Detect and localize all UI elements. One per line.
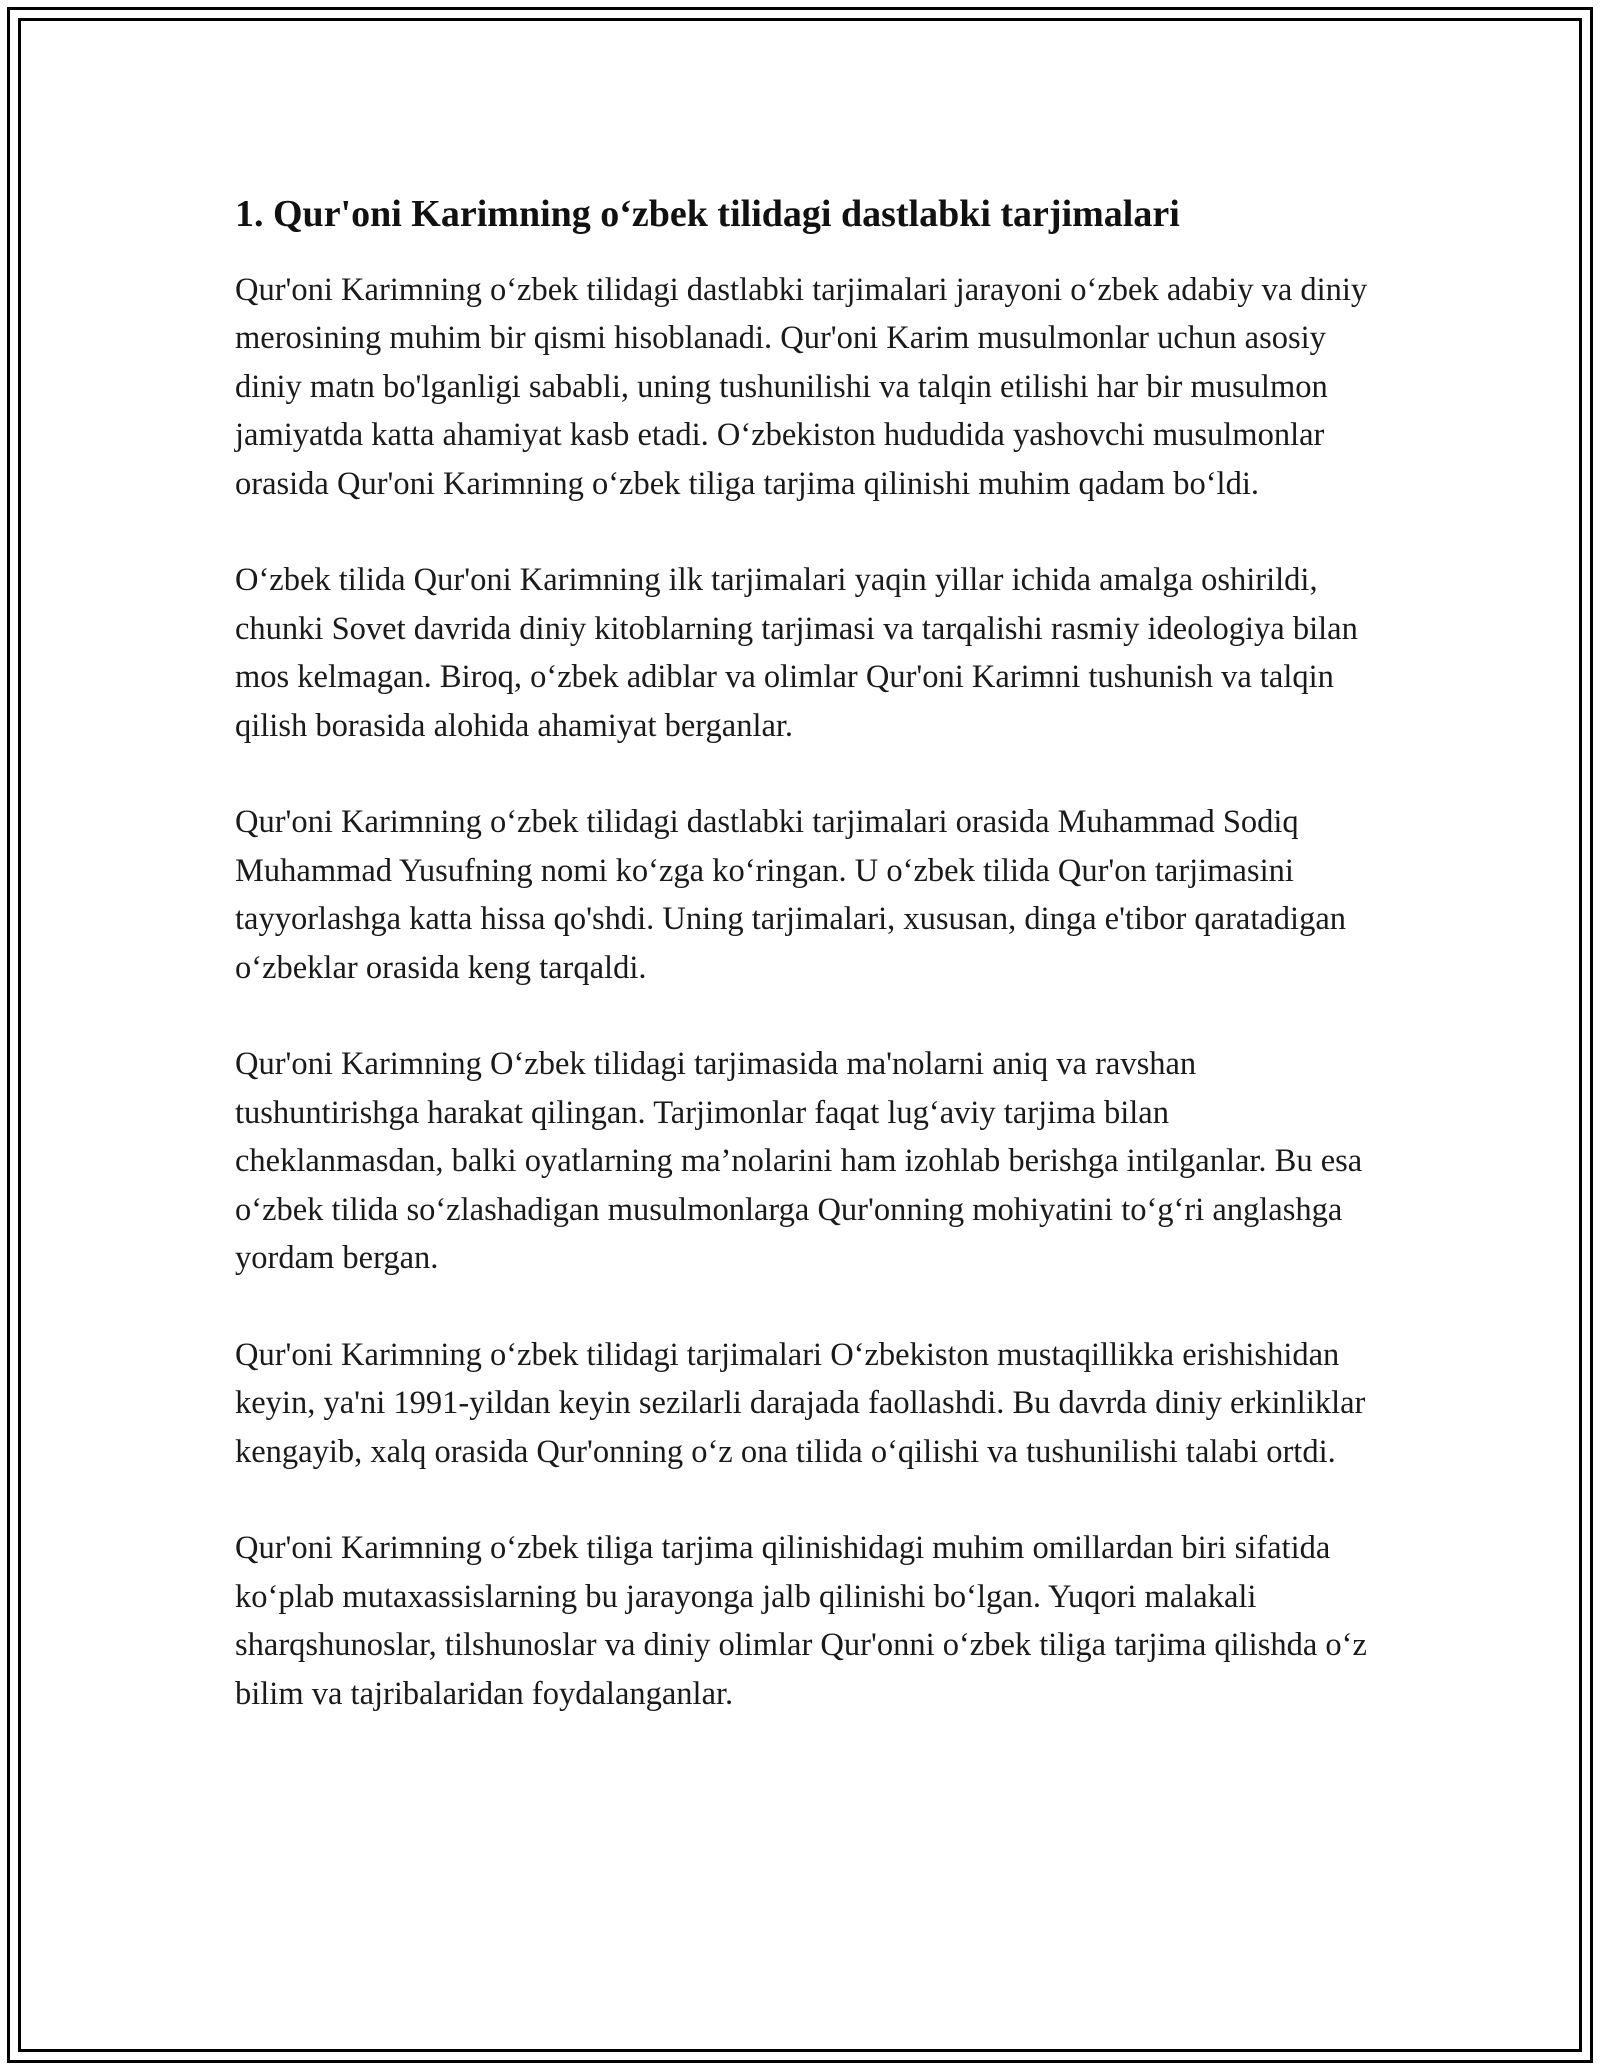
paragraph-6: Qur'oni Karimning o‘zbek tiliga tarjima qilinishidagi muhim omillardan biri sifatida ko‘plab mutaxassislarning bu jarayonga jalb qilinishi bo‘lgan. Yuqori malakali sharqshunoslar, tilshunoslar va diniy olimlar Qur'onni o‘zbek tiliga tarjima qilishda o‘z bilim va tajribalaridan foydalanganlar. xyxy=(235,1530,1367,1712)
paragraph-2: O‘zbek tilida Qur'oni Karimning ilk tarjimalari yaqin yillar ichida amalga oshirildi, chunki Sovet davrida diniy kitoblarning tarjimasi va tarqalishi rasmiy ideologiya bilan mos kelmagan. Biroq, o‘zbek adiblar va olimlar Qur'oni Karimni tushunish va talqin qilish borasida alohida ahamiyat berganlar. xyxy=(235,562,1358,744)
document-body xyxy=(235,186,1375,1767)
paragraph-3: Qur'oni Karimning o‘zbek tilidagi dastlabki tarjimalari orasida Muhammad Sodiq Muhammad Yusufning nomi ko‘zga ko‘ringan. U o‘zbek tilida Qur'on tarjimasini tayyorlashga katta hissa qo'shdi. Uning tarjimalari, xususan, dinga e'tibor qaratadigan o‘zbeklar orasida keng tarqaldi. xyxy=(235,804,1347,986)
paragraph-4: Qur'oni Karimning O‘zbek tilidagi tarjimasida ma'nolarni aniq va ravshan tushuntirishga harakat qilingan. Tarjimonlar faqat lug‘aviy tarjima bilan cheklanmasdan, balki oyatlarning ma’nolarini ham izohlab berishga intilganlar. Bu esa o‘zbek tilida so‘zlashadigan musulmonlarga Qur'onning mohiyatini to‘g‘ri anglashga yordam bergan. xyxy=(235,1046,1363,1277)
paragraph-1: Qur'oni Karimning o‘zbek tilidagi dastlabki tarjimalari jarayoni o‘zbek adabiy va diniy merosining muhim bir qismi hisoblanadi. Qur'oni Karim musulmonlar uchun asosiy diniy matn bo'lganligi sababli, uning tushunilishi va talqin etilishi har bir musulmon jamiyatda katta ahamiyat kasb etadi. O‘zbekiston hududida yashovchi musulmonlar orasida Qur'oni Karimning o‘zbek tiliga tarjima qilinishi muhim qadam bo‘ldi. xyxy=(235,272,1368,502)
section-heading: 1. Qur'oni Karimning o‘zbek tilidagi dastlabki tarjimalari xyxy=(235,193,1180,235)
paragraph-5: Qur'oni Karimning o‘zbek tilidagi tarjimalari O‘zbekiston mustaqillikka erishishidan keyin, ya'ni 1991-yildan keyin sezilarli darajada faollashdi. Bu davrda diniy erkinliklar kengayib, xalq orasida Qur'onning o‘z ona tilida o‘qilishi va tushunilishi talabi ortdi. xyxy=(235,1336,1366,1470)
